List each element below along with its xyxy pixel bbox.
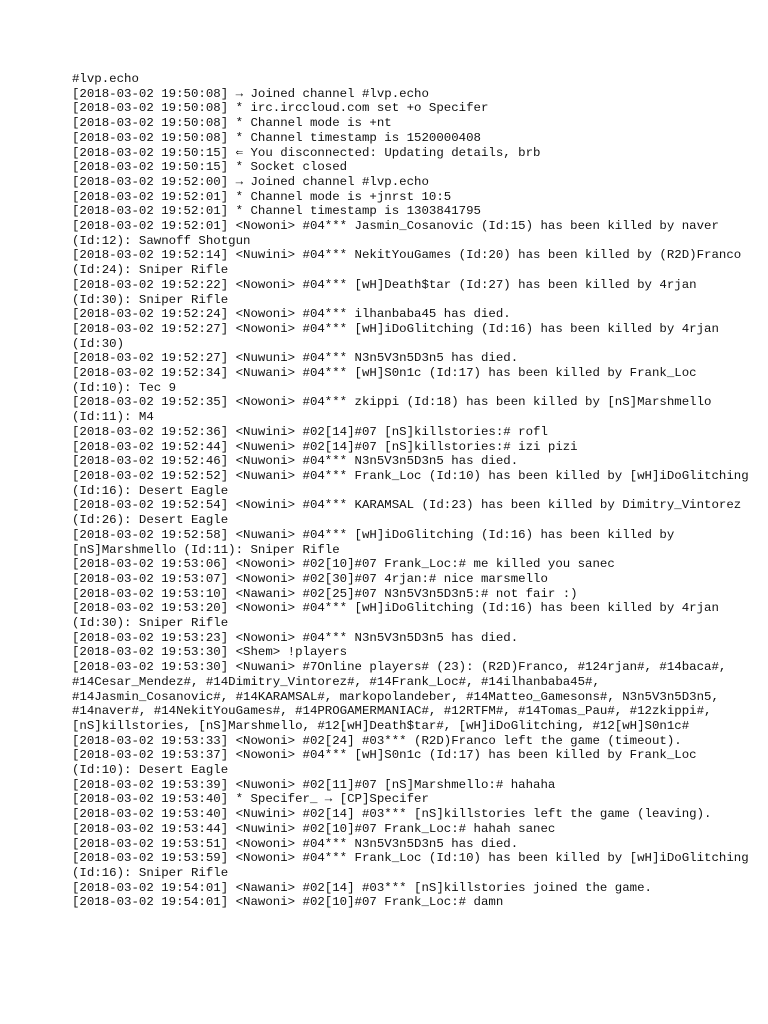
log-line: [2018-03-02 19:52:52] <Nuwani> #04*** Frank_Loc (Id:10) has been killed by [wH]iDoGlitching (Id:16): Desert Eagle	[72, 468, 757, 498]
log-line: [2018-03-02 19:53:44] <Nuwini> #02[10]#07 Frank_Loc:# hahah sanec	[72, 821, 556, 836]
log-line: [2018-03-02 19:53:51] <Nowoni> #04*** N3n5V3n5D3n5 has died.	[72, 836, 519, 851]
log-line: [2018-03-02 19:53:37] <Nowoni> #04*** [wH]S0n1c (Id:17) has been killed by Frank_Loc (Id:10): Desert Eagle	[72, 748, 705, 778]
log-line: [2018-03-02 19:53:30] <Nuwani> #7Online players# (23): (R2D)Franco, #124rjan#, #14baca#, #14Cesar_Mendez#, #14Dimitry_Vintorez#, #14Frank_Loc#, #14ilhanbaba45#, #14Jasmin_Cosanovic#, #14KARAMSAL#, markopolandeber, #14Matteo_Gamesons#, N3n5V3n5D3n5, #14naver#, #14NekitYouGames#, #14PROGAMERMANIAC#, #12RTFM#, #14Tomas_Pau#, #12zkippi#, [nS]killstories, [nS]Marshmello, #12[wH]Death$tar#, [wH]iDoGlitching, #12[wH]S0n1c#	[72, 660, 734, 733]
log-line: [2018-03-02 19:52:34] <Nuwani> #04*** [wH]S0n1c (Id:17) has been killed by Frank_Loc (Id:10): Tec 9	[72, 366, 705, 395]
log-line: [2018-03-02 19:52:54] <Nowini> #04*** KARAMSAL (Id:23) has been killed by Dimitry_Vintorez (Id:26): Desert Eagle	[72, 498, 749, 528]
log-line: [2018-03-02 19:52:00] → Joined channel #lvp.echo	[72, 174, 429, 189]
log-line: [2018-03-02 19:52:01] * Channel timestamp is 1303841795	[72, 204, 481, 219]
log-line: [2018-03-02 19:53:33] <Nowoni> #02[24] #03*** (R2D)Franco left the game (timeout).	[72, 733, 682, 748]
log-line: [2018-03-02 19:50:08] * Channel mode is +nt	[72, 116, 392, 131]
log-line: [2018-03-02 19:54:01] <Nawani> #02[14] #03*** [nS]killstories joined the game.	[72, 880, 652, 895]
log-line: [2018-03-02 19:52:46] <Nuwoni> #04*** N3n5V3n5D3n5 has died.	[72, 454, 519, 469]
log-line: [2018-03-02 19:54:01] <Nawoni> #02[10]#07 Frank_Loc:# damn	[72, 895, 504, 910]
log-line: [2018-03-02 19:52:27] <Nuwuni> #04*** N3n5V3n5D3n5 has died.	[72, 351, 519, 366]
log-line: [2018-03-02 19:53:06] <Nowoni> #02[10]#07 Frank_Loc:# me killed you sanec	[72, 557, 615, 572]
log-line: [2018-03-02 19:52:22] <Nowoni> #04*** [wH]Death$tar (Id:27) has been killed by 4rjan (Id:30): Sniper Rifle	[72, 277, 705, 307]
log-line: #lvp.echo	[72, 72, 139, 86]
log-line: [2018-03-02 19:52:27] <Nowoni> #04*** [wH]iDoGlitching (Id:16) has been killed by 4rjan (Id:30)	[72, 321, 727, 351]
log-line: [2018-03-02 19:53:39] <Nuwoni> #02[11]#07 [nS]Marshmello:# hahaha	[72, 777, 556, 792]
log-line: [2018-03-02 19:50:15] ⇐ You disconnected: Updating details, brb	[72, 145, 541, 160]
log-line: [2018-03-02 19:53:07] <Nowoni> #02[30]#07 4rjan:# nice marsmello	[72, 571, 548, 586]
log-line: [2018-03-02 19:52:01] * Channel mode is +jnrst 10:5	[72, 189, 452, 204]
log-line: [2018-03-02 19:53:40] <Nuwini> #02[14] #03*** [nS]killstories left the game (leaving).	[72, 807, 712, 822]
log-line: [2018-03-02 19:52:58] <Nuwani> #04*** [wH]iDoGlitching (Id:16) has been killed by [nS]Marshmello (Id:11): Sniper Rifle	[72, 527, 682, 557]
log-line: [2018-03-02 19:50:08] * irc.irccloud.com set +o Specifer	[72, 101, 489, 116]
log-line: [2018-03-02 19:53:10] <Nawani> #02[25]#07 N3n5V3n5D3n5:# not fair :)	[72, 586, 578, 601]
log-line: [2018-03-02 19:52:24] <Nowoni> #04*** ilhanbaba45 has died.	[72, 307, 511, 322]
log-line: [2018-03-02 19:50:08] * Channel timestamp is 1520000408	[72, 130, 481, 145]
chat-log-document	[72, 72, 757, 910]
log-line: [2018-03-02 19:52:01] <Nowoni> #04*** Jasmin_Cosanovic (Id:15) has been killed by naver (Id:12): Sawnoff Shotgun	[72, 219, 727, 248]
log-line: [2018-03-02 19:52:35] <Nowoni> #04*** zkippi (Id:18) has been killed by [nS]Marshmello (Id:11): M4	[72, 395, 719, 425]
log-line: [2018-03-02 19:52:14] <Nuwini> #04*** NekitYouGames (Id:20) has been killed by (R2D)Franco (Id:24): Sniper Rifle	[72, 248, 749, 278]
log-line: [2018-03-02 19:53:23] <Nowoni> #04*** N3n5V3n5D3n5 has died.	[72, 630, 519, 645]
log-line: [2018-03-02 19:52:36] <Nuwini> #02[14]#07 [nS]killstories:# rofl	[72, 424, 548, 439]
log-line: [2018-03-02 19:53:20] <Nowoni> #04*** [wH]iDoGlitching (Id:16) has been killed by 4rjan (Id:30): Sniper Rifle	[72, 601, 727, 631]
log-line: [2018-03-02 19:53:40] * Specifer_ → [CP]Specifer	[72, 792, 429, 807]
log-line: [2018-03-02 19:53:30] <Shem> !players	[72, 645, 348, 660]
log-line: [2018-03-02 19:53:59] <Nowoni> #04*** Frank_Loc (Id:10) has been killed by [wH]iDoGlitching (Id:16): Sniper Rifle	[72, 851, 757, 880]
log-line: [2018-03-02 19:52:44] <Nuweni> #02[14]#07 [nS]killstories:# izi pizi	[72, 439, 578, 454]
log-line: [2018-03-02 19:50:15] * Socket closed	[72, 160, 348, 175]
log-line: [2018-03-02 19:50:08] → Joined channel #lvp.echo	[72, 86, 429, 101]
